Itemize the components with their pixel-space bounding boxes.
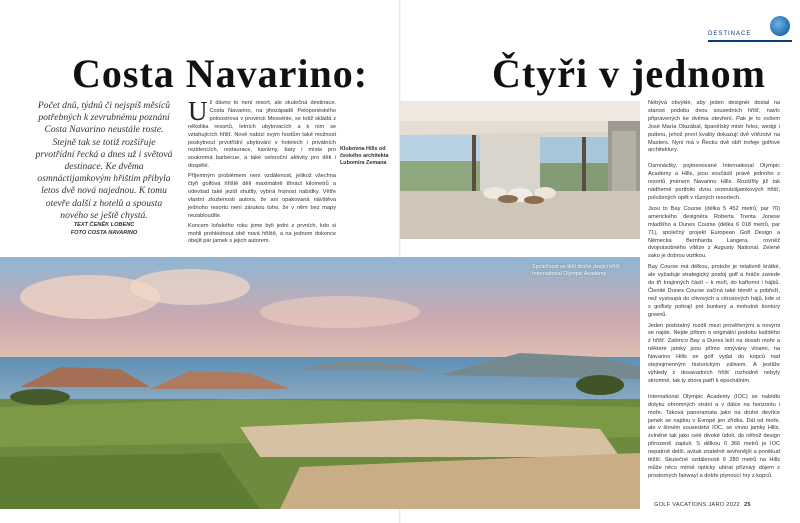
lead-paragraph: Počet dnů, týdnů či nejspíš měsíců potřebných k zevrubnému poznání Costa Navarino neustále roste. Stejně tak se totiž rozšiřuje prvotřídní řecká a dnes už i světová destinace. Ke dvěma osmnáctijamkovým hřištím přibyla letos dvě nová najednou. K tomu otevře další z hotelů a spousta nového se ještě chystá. [35,100,173,221]
paragraph: Jsou to Bay Course (délka 5 452 metrů, par 70) amerického designéra Roberta Trenta Jonese mladšího a Dunes Course (délka 6 018 metrů, par 71), společný projekt European Golf Design a Německa Bernharda Langera, rovněž dvojnásobného vítěze z Augusty National. Zelené sako je dobrou vizitkou. [648,205,780,260]
dropcap: U [188,96,208,126]
section-tag-label: DESTINACE [708,31,752,37]
magazine-logo-icon [770,16,790,36]
paragraph: International Olympic Academy (IOC) se nabídlo dotyku ohromných strání a v dálce na horizontu i moře. Taková panoramata jako na druhé devítce jamek se najdou v Evropě jen zřídka. Dál od moře, ale v širném sousedství IOC, se vinou jamky Hills, zvlněné tak jako celé divoké údolí, do něhož design přirozeně zapluli. S délkou 6 366 metrů je IOC nepatrně delší, avšak znatelně sevřenější a poněkud těžší. Skutečné vzdálenosti 6 280 metrů na Hills může něco mírně opticky ubírat příznivý dojem z prostorných fairwayí a dobře plynoucí hry z kopců. [648,393,780,479]
magazine-name: GOLF VACATIONS JARO 2022 [654,502,740,508]
paragraph: Bay Course má délkou, protože je relativně krátké, ale vyžaduje strategický postoj golf a hráče zavede do tří krajinných částí – k moři, do kařtonní i hájků. Členité Dunes Course začíná také téměř u pobřeží, než vystoupá do olivových a citrusových hájů, kde si s golfisty pohrají pot bunkery a mohutné kontury greenů. [648,264,780,318]
clubhouse-caption: Klubovna Hills od českého architekta Lubomíra Zemana [340,146,389,166]
golf-photo-caption: Společnost se těší druhé dvojici hřišť International Olympic Academy [532,264,621,277]
page-footer [654,502,751,508]
golf-course-photo [0,257,640,509]
section-tag [708,14,792,42]
paragraph: Osmnáctky, pojmenované International Olympic Academy a Hills, jsou součástí právě jednoho z resortů jménem Navarino Hills. Rozšířily již tak nádherné portfolio dvou osmnáctijamkových hřišť, položených opět v různých resortech. [648,163,780,201]
paragraph: Koncem loňského roku jsme byli jedni z prvních, kdo si mohli prohlédnout obě nová hřiště, a na jednom dokonce obejít pár jamek s jejich autorem. [188,222,336,245]
photo-credit: FOTO COSTA NAVARINO [70,230,138,236]
article-column-1 [188,96,336,248]
article-column-right [648,100,780,484]
paragraph: Jeden podstatný rozdíl mezi prověřenými a novými se najde. Nejde přitom o originální podobu každého z hřišť. Zatímco Bay a Dunes leží na dosah moře a některé jamky jsou přímo omývány vlnami, na Navarino Hills se golf vydal do kopců nad stejnojmenným historickým zálivem. A jestliže výhledy z dosavadních hřišť rozhodně nebyly skromné, tak ty shora patří k epochálním. [648,322,780,384]
paragraph: Příjemným problémem není vzdálenost, jelikož všechna čtyři golfová hřiště dělí maximálně třináct kilometrů a odevšad také jezdí shuttly, vybírá hojnost nabídky. Větře vlastní zkušenosti autora, že ani opakovaná návštěva jednoho resortu není zárukou toho, že v něm bez mapy nezabloudíte. [188,173,336,219]
headline-right: Čtyři v jednom [492,51,766,96]
paragraph [188,96,336,171]
paragraph: Nebývá obvyklé, aby jeden designér dostal na starost podobu dvou sousedních hřišť, navíc připravených ke dvěma otevření. Pak je to ovšem José María Olazábal, španělský mistr řelez, wedgí i putteru, jehož první kvality dokazují dvě vítězství na Masters. Nyní má v Řecku dvě obří trofeje golfové architektury. [648,100,780,154]
clubhouse-interior-photo [400,101,640,239]
page-number: 25 [743,502,751,508]
paragraph-text: ž dávno to není resort, ale skutečná destinace. Costa Navarino, na jihozápadě Peloponéského poloostrova v provincii Messénie, se totiž skládá z několika resortů, letních ubytovacích a k nim se vztahujících hřišť. Nově nabízí svým hostům také možnost poskytnout prvotřídní ubytování v hotelech i privátních rezidencích, restaurace, kavárny, bary i místa pro soukromá barbecue, a také celoroční aktivity pro děti i dospělé. [188,100,336,170]
text-credit: TEXT ČENĚK LOBENC [73,222,135,228]
headline-left: Costa Navarino: [72,51,369,96]
section-tag-bar [708,40,792,42]
